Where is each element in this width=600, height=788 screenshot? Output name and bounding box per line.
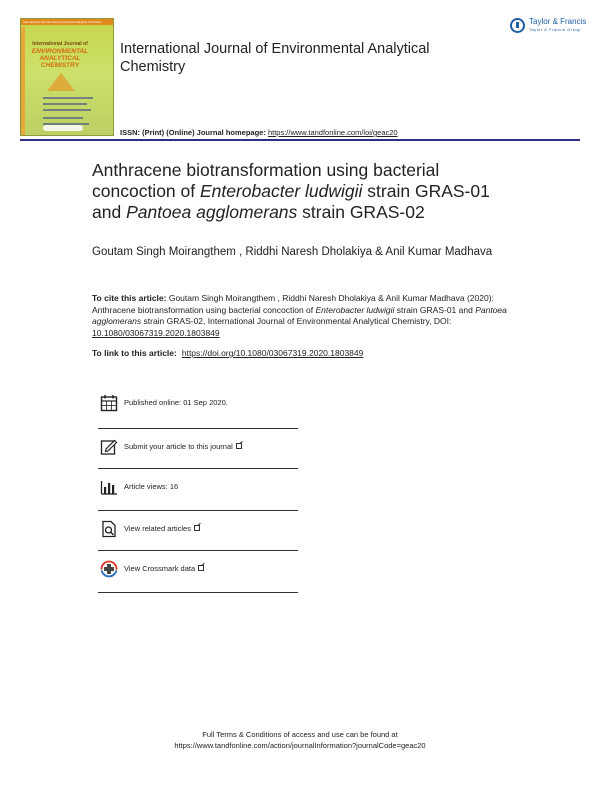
doi-link[interactable]: 10.1080/03067319.2020.1803849 [92,327,220,338]
cover-topbar-text: International Journal of Environmental Analytical Chemistry [23,20,102,24]
cover-title-line: ENVIRONMENTAL [31,48,89,55]
cover-title [27,41,93,69]
external-link-icon [236,443,242,449]
footer-link[interactable]: https://www.tandfonline.com/action/journalInformation?journalCode=geac20 [174,741,426,750]
citation-species: Pantoea agglomerans [92,304,507,326]
calendar-icon [100,394,118,412]
crossmark-icon [100,560,118,578]
related-label: View related articles [124,524,191,533]
title-species: Enterobacter ludwigii [199,181,363,201]
title-text: Anthracene biotransformation using bacterial concoction of [92,160,440,201]
title-species: Pantoea agglomerans [126,202,298,222]
crossmark-row[interactable] [98,550,298,590]
citation-text: strain GRAS-02, International Journal of Environmental Analytical Chemistry, DOI: [141,316,452,326]
cover-stripe [21,27,25,136]
cover-text-line [43,109,91,111]
issn-line [120,128,398,137]
publisher-subtitle: Taylor & Francis Group [529,27,581,32]
external-link-icon [198,565,204,571]
footer-text: Full Terms & Conditions of access and use can be found at [202,730,398,739]
cover-title-line: ANALYTICAL [39,55,81,62]
cover-text-line [43,117,83,119]
title-text: strain GRAS-01 and [92,181,490,222]
submit-row[interactable] [98,428,298,468]
journal-homepage-link[interactable]: https://www.tandfonline.com/loi/geac20 [267,128,398,137]
journal-cover [20,18,114,136]
citation-species: Enterobacter ludwigii [315,304,395,315]
related-row[interactable] [98,510,298,550]
issn-label: ISSN: (Print) (Online) Journal homepage: [120,128,268,137]
edit-icon [100,438,118,456]
title-text: strain GRAS-02 [297,202,425,222]
citation [92,293,522,339]
crossmark-label: View Crossmark data [124,564,196,573]
cover-publisher-badge [43,125,83,131]
submit-link[interactable] [124,442,242,451]
link-label: To link to this article: [92,348,177,358]
article-title [92,160,522,223]
divider [98,592,298,593]
publisher-logo-icon [510,18,525,33]
publisher-logo[interactable] [510,16,587,38]
published-row [98,384,298,424]
citation-label: To cite this article: [92,293,167,303]
views-row [98,468,298,508]
header-divider [20,139,580,141]
bar-chart-icon [100,478,118,496]
citation-text: strain GRAS-01 and [394,304,476,315]
publisher-name: Taylor & Francis [529,17,587,26]
authors: Goutam Singh Moirangthem , Riddhi Naresh Dholakiya & Anil Kumar Madhava [92,246,493,258]
article-link[interactable]: https://doi.org/10.1080/03067319.2020.1803849 [181,348,364,358]
related-link[interactable] [124,524,200,533]
cover-title-line: CHEMISTRY [40,62,80,69]
link-to-article [92,348,522,358]
cover-topbar [21,19,113,25]
cover-text-line [43,97,93,99]
submit-label: Submit your article to this journal [124,442,233,451]
cover-graphic [47,73,75,91]
related-articles-icon [100,520,118,538]
article-views: Article views: 16 [124,482,179,491]
cover-text-line [43,103,87,105]
cover-title-line: International Journal of [32,41,88,47]
citation-text: Goutam Singh Moirangthem , Riddhi Naresh Dholakiya & Anil Kumar Madhava (2020): Anthracene biotransformation using bacterial concoction of [92,293,494,315]
crossmark-link[interactable] [124,564,204,573]
published-date: Published online: 01 Sep 2020. [124,398,228,407]
footer [100,729,500,751]
external-link-icon [194,525,200,531]
journal-title: International Journal of Environmental Analytical Chemistry [120,41,430,75]
